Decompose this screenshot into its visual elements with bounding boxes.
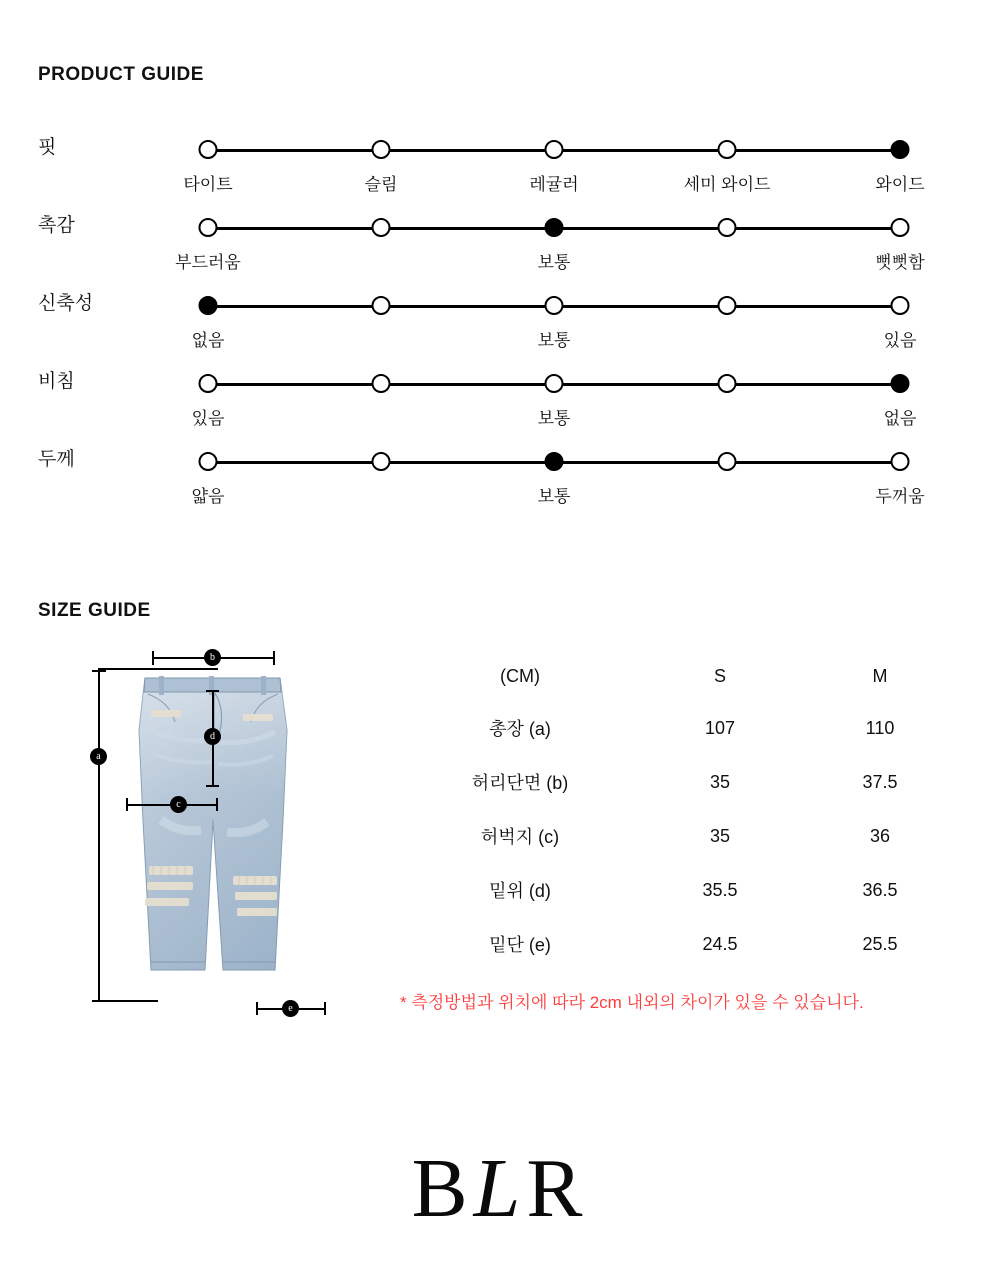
scale-caption: 두꺼움 [875, 487, 925, 506]
measure-tick-c-right [216, 798, 218, 811]
size-cell-s: 107 [704, 717, 736, 738]
marker-c: c [170, 796, 187, 813]
product-guide-title: PRODUCT GUIDE [38, 64, 204, 85]
measure-line-a [98, 670, 100, 1002]
scale-dot-selected[interactable] [891, 140, 910, 159]
measure-guide-a-bottom [98, 1000, 158, 1002]
size-table-header-unit: (CM) [500, 666, 540, 686]
table-row [400, 701, 960, 755]
size-table-header-s: S [713, 666, 726, 686]
scale-dot[interactable] [545, 140, 564, 159]
scale-dot[interactable] [891, 218, 910, 237]
product-guide-scale [191, 296, 917, 350]
product-guide-row-label: 두께 [38, 449, 75, 470]
size-cell-s: 35 [709, 771, 731, 792]
scale-caption: 부드러움 [175, 253, 241, 272]
table-row [400, 917, 960, 971]
logo-letter-b: B [411, 1142, 474, 1235]
size-cell-name: 밑위 (d) [489, 881, 551, 901]
scale-dot[interactable] [718, 296, 737, 315]
scale-dot[interactable] [891, 296, 910, 315]
scale-dot[interactable] [545, 296, 564, 315]
scale-caption: 타이트 [183, 175, 233, 194]
scale-dot[interactable] [199, 374, 218, 393]
product-guide-scale [191, 452, 925, 506]
product-guide-scale [175, 218, 925, 272]
scale-caption: 보통 [537, 253, 571, 272]
scale-caption: 보통 [537, 331, 571, 350]
scale-caption: 없음 [191, 331, 225, 350]
scale-dot[interactable] [372, 218, 391, 237]
scale-dot[interactable] [372, 374, 391, 393]
scale-dot-selected[interactable] [891, 374, 910, 393]
jeans-measurement-diagram [60, 640, 360, 1030]
size-cell-name: 밑단 (e) [489, 935, 551, 955]
size-cell-s: 24.5 [702, 933, 738, 954]
size-cell-m: 36.5 [862, 879, 898, 900]
size-cell-s: 35 [709, 825, 731, 846]
scale-dot[interactable] [199, 218, 218, 237]
size-table [400, 652, 960, 971]
size-guide-title: SIZE GUIDE [38, 600, 151, 621]
scale-dot[interactable] [891, 452, 910, 471]
scale-caption: 보통 [537, 487, 571, 506]
table-row [400, 755, 960, 809]
product-guide-chart [38, 112, 958, 506]
size-table-header-row [400, 652, 960, 701]
scale-dot[interactable] [718, 452, 737, 471]
scale-dot[interactable] [545, 374, 564, 393]
measure-tick-e-right [324, 1002, 326, 1015]
scale-dot[interactable] [199, 452, 218, 471]
size-guide-section [0, 640, 1000, 1040]
product-guide-row [38, 268, 958, 350]
marker-b: b [204, 649, 221, 666]
scale-caption: 보통 [537, 409, 571, 428]
scale-caption: 있음 [883, 331, 917, 350]
measure-tick-c-left [126, 798, 128, 811]
size-cell-m: 110 [865, 717, 895, 738]
size-table-header-m: M [872, 666, 888, 686]
product-guide-row-label: 촉감 [38, 215, 75, 236]
size-cell-m: 25.5 [862, 933, 898, 954]
product-guide-row-label: 비침 [38, 371, 75, 392]
brand-logo [0, 1140, 1000, 1237]
product-guide-row [38, 190, 958, 272]
product-guide-row [38, 424, 958, 506]
scale-dot[interactable] [372, 452, 391, 471]
product-guide-row [38, 112, 958, 194]
measure-tick-d-top [206, 690, 219, 692]
measure-tick-d-bottom [206, 785, 219, 787]
scale-caption: 와이드 [875, 175, 925, 194]
size-cell-s: 35.5 [702, 879, 738, 900]
size-cell-name: 허리단면 (b) [471, 773, 569, 793]
size-cell-m: 37.5 [862, 771, 898, 792]
product-guide-scale [191, 374, 917, 428]
scale-dot-selected[interactable] [199, 296, 218, 315]
size-cell-m: 36 [869, 825, 891, 846]
measure-tick-b-left [152, 651, 154, 665]
scale-dot-selected[interactable] [545, 218, 564, 237]
size-note: * 측정방법과 위치에 따라 2cm 내외의 차이가 있을 수 있습니다. [400, 993, 864, 1012]
scale-dot[interactable] [199, 140, 218, 159]
scale-caption: 얇음 [191, 487, 225, 506]
product-guide-scale [183, 140, 925, 194]
scale-caption: 세미 와이드 [683, 175, 771, 194]
scale-caption: 없음 [883, 409, 917, 428]
scale-caption: 뻣뻣함 [875, 253, 925, 272]
measure-tick-a-top [92, 670, 106, 672]
measure-guide-a-top [98, 668, 218, 670]
marker-a: a [90, 748, 107, 765]
marker-e: e [282, 1000, 299, 1017]
scale-dot[interactable] [718, 218, 737, 237]
scale-dot[interactable] [718, 374, 737, 393]
logo-letter-l: L [473, 1142, 527, 1235]
measure-tick-b-right [273, 651, 275, 665]
table-row [400, 809, 960, 863]
scale-dot[interactable] [372, 140, 391, 159]
scale-caption: 레귤러 [529, 175, 579, 194]
scale-dot[interactable] [372, 296, 391, 315]
scale-caption: 슬림 [364, 175, 398, 194]
scale-dot[interactable] [718, 140, 737, 159]
table-row [400, 863, 960, 917]
scale-caption: 있음 [191, 409, 225, 428]
marker-d: d [204, 728, 221, 745]
scale-dot-selected[interactable] [545, 452, 564, 471]
size-cell-name: 허벅지 (c) [480, 827, 560, 847]
product-guide-row [38, 346, 958, 428]
product-guide-row-label: 신축성 [38, 293, 94, 314]
size-cell-name: 총장 (a) [489, 719, 551, 739]
product-guide-row-label: 핏 [38, 137, 57, 158]
measure-tick-e-left [256, 1002, 258, 1015]
logo-letter-r: R [526, 1142, 589, 1235]
